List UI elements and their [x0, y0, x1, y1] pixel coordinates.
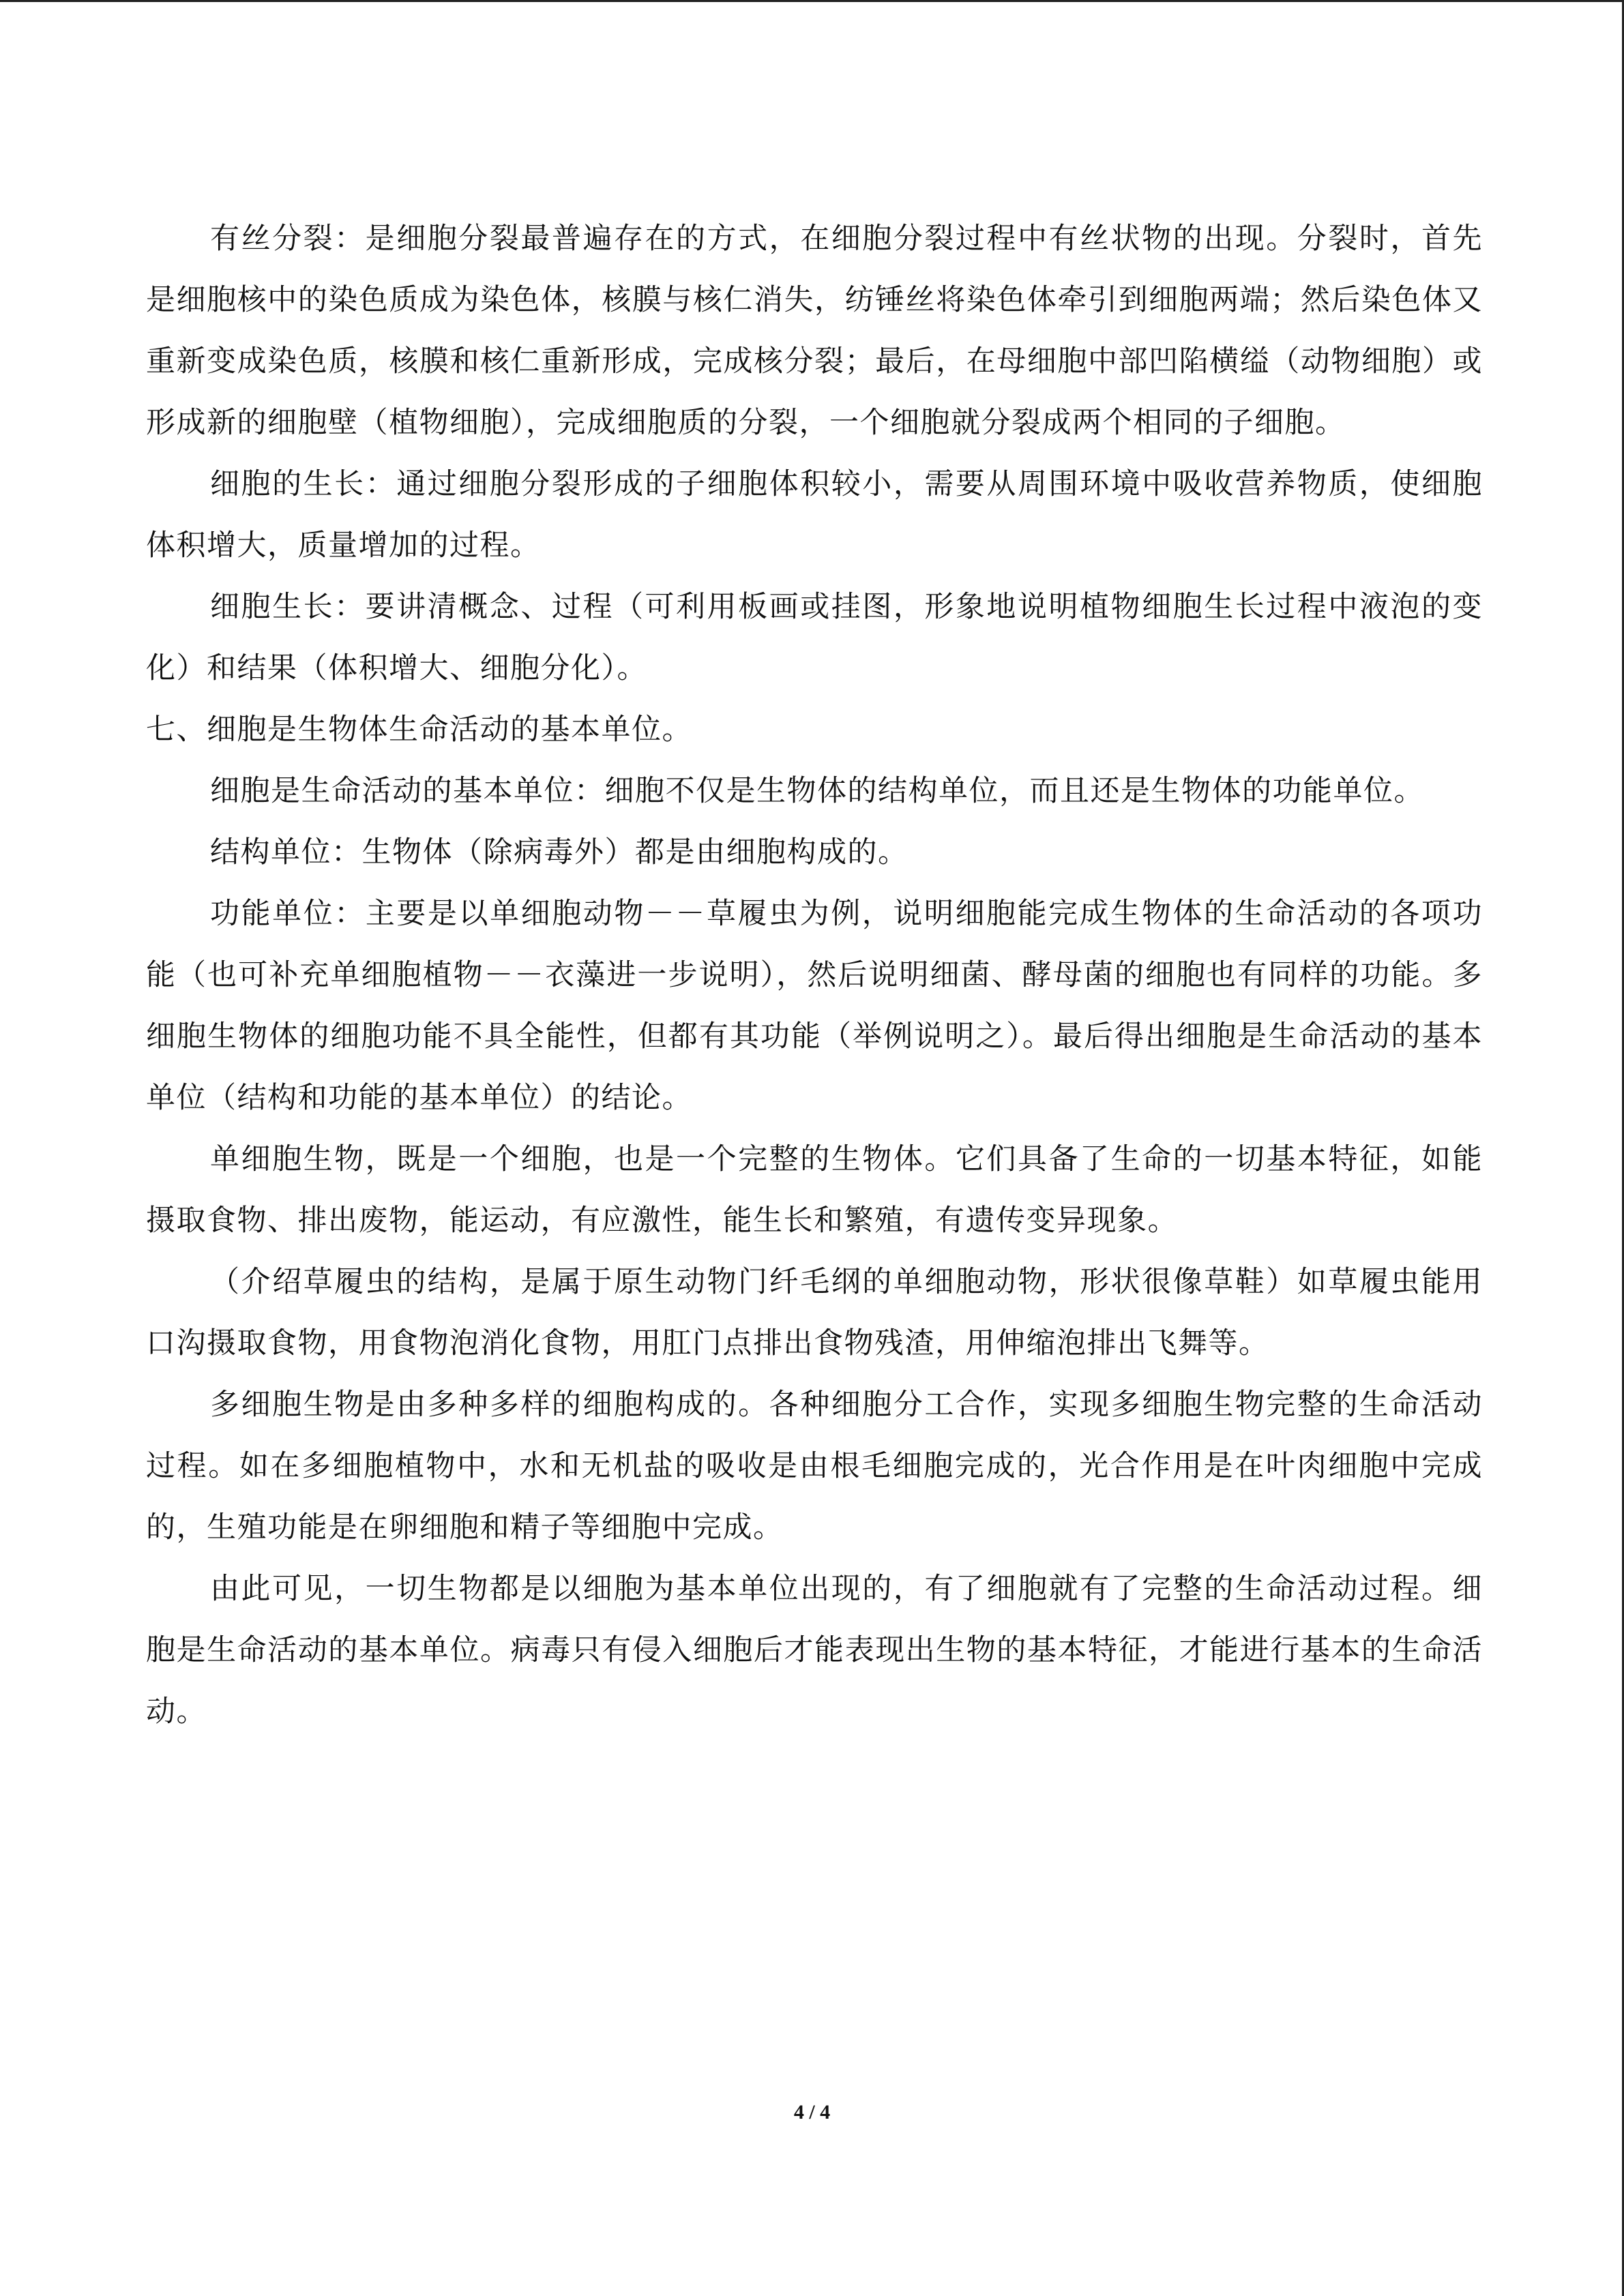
paragraph-functional-unit: 功能单位：主要是以单细胞动物－－草履虫为例，说明细胞能完成生物体的生命活动的各项功能（也可补充单细胞植物－－衣藻进一步说明），然后说明细菌、酵母菌的细胞也有同样的功能。多细胞生物体的细胞功能不具全能性，但都有其功能（举例说明之）。最后得出细胞是生命活动的基本单位（结构和功能的基本单位）的结论。	[146, 897, 1483, 1115]
paragraph-structural-unit: 结构单位：生物体（除病毒外）都是由细胞构成的。	[210, 835, 909, 869]
page-border-top	[0, 0, 1624, 2]
paragraph-basic-unit: 细胞是生命活动的基本单位：细胞不仅是生物体的结构单位，而且还是生物体的功能单位。	[210, 774, 1424, 808]
paragraph-paramecium: （介绍草履虫的结构，是属于原生动物门纤毛纲的单细胞动物，形状很像草鞋）如草履虫能用口沟摄取食物，用食物泡消化食物，用肛门点排出食物残渣，用伸缩泡排出飞舞等。	[146, 1265, 1483, 1360]
section-heading-seven: 七、细胞是生物体生命活动的基本单位。	[146, 713, 692, 747]
paragraph-multicellular-organism: 多细胞生物是由多种多样的细胞构成的。各种细胞分工合作，实现多细胞生物完整的生命活动过程。如在多细胞植物中，水和无机盐的吸收是由根毛细胞完成的，光合作用是在叶肉细胞中完成的，生殖功能是在卵细胞和精子等细胞中完成。	[146, 1388, 1483, 1545]
paragraph-cell-growth-teaching: 细胞生长：要讲清概念、过程（可利用板画或挂图，形象地说明植物细胞生长过程中液泡的变化）和结果（体积增大、细胞分化）。	[146, 590, 1483, 685]
paragraph-cell-growth-definition: 细胞的生长：通过细胞分裂形成的子细胞体积较小，需要从周围环境中吸收营养物质，使细胞体积增大，质量增加的过程。	[146, 467, 1483, 563]
paragraph-mitosis: 有丝分裂：是细胞分裂最普遍存在的方式，在细胞分裂过程中有丝状物的出现。分裂时，首先是细胞核中的染色质成为染色体，核膜与核仁消失，纺锤丝将染色体牵引到细胞两端；然后染色体又重新变成染色质，核膜和核仁重新形成，完成核分裂；最后，在母细胞中部凹陷横缢（动物细胞）或形成新的细胞壁（植物细胞），完成细胞质的分裂，一个细胞就分裂成两个相同的子细胞。	[146, 222, 1483, 440]
document-body	[146, 208, 1483, 1742]
page-number: 4 / 4	[793, 2101, 831, 2123]
paragraph-single-cell-organism: 单细胞生物，既是一个细胞，也是一个完整的生物体。它们具备了生命的一切基本特征，如能摄取食物、排出废物，能运动，有应激性，能生长和繁殖，有遗传变异现象。	[146, 1142, 1483, 1238]
paragraph-conclusion: 由此可见，一切生物都是以细胞为基本单位出现的，有了细胞就有了完整的生命活动过程。细胞是生命活动的基本单位。病毒只有侵入细胞后才能表现出生物的基本特征，才能进行基本的生命活动。	[146, 1572, 1483, 1729]
